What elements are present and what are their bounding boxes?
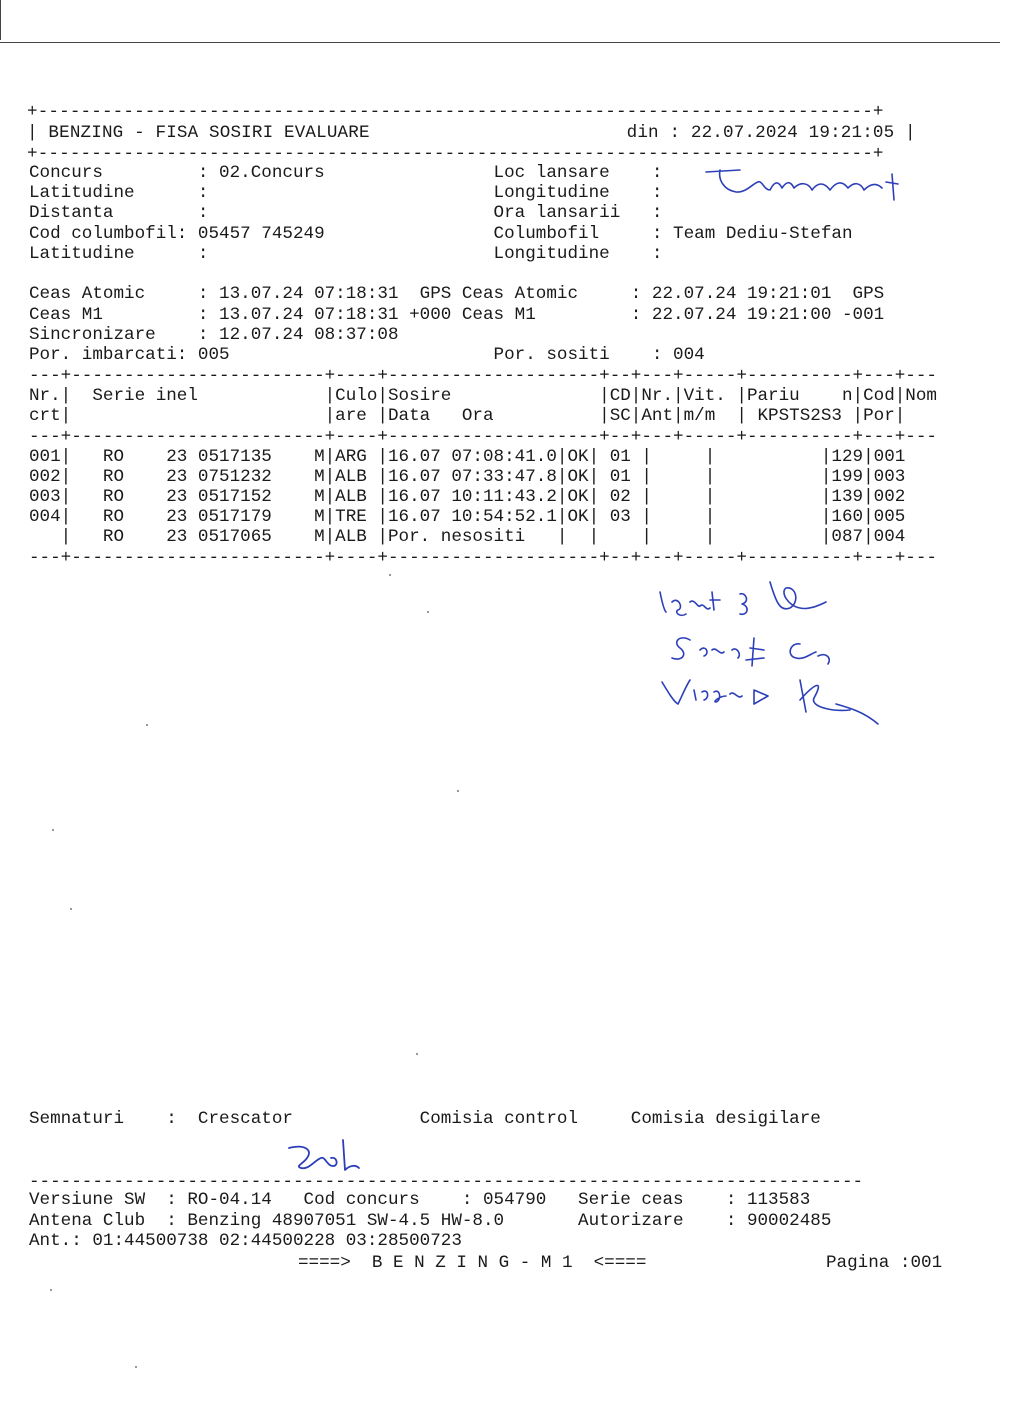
table-header-row: Nr.| Serie inel |Culo|Sosire |CD|Nr.|Vit. |Pariu n|Cod|Nom — [29, 386, 937, 406]
scan-edge-left — [0, 0, 1, 40]
header-border-bottom: +------------------------------------------------------------------------------+ — [27, 144, 884, 164]
table-rule: ---+------------------------+----+--------------------+--+---+-----+----------+---+--- — [29, 366, 937, 386]
handwritten-location-drawing — [700, 160, 910, 215]
scan-speck — [52, 829, 54, 831]
footer-antenna-codes: Ant.: 01:44500738 02:44500228 03:28500723 — [29, 1231, 462, 1251]
table-header-row: crt| |are |Data Ora |SC|Ant|m/m | KPSTS2S3 |Por| — [29, 406, 906, 426]
handwritten-commission-signatures — [650, 572, 900, 747]
table-row: 001| RO 23 0517135 M|ARG |16.07 07:08:41.0|OK| 01 | | |129|001 — [29, 447, 906, 467]
table-row: 004| RO 23 0517179 M|TRE |16.07 10:54:52.1|OK| 03 | | |160|005 — [29, 507, 906, 527]
footer-antenna-line: Antena Club : Benzing 48907051 SW-4.5 HW-8.0 Autorizare : 90002485 — [29, 1211, 832, 1231]
scan-speck — [146, 724, 148, 726]
signatures-label-line: Semnaturi : Crescator Comisia control Comisia desigilare — [29, 1109, 821, 1129]
scan-speck — [389, 574, 391, 576]
info-line-cod-columbofil: Cod columbofil: 05457 745249 Columbofil : Team Dediu-Stefan — [29, 224, 853, 244]
clock-line-atomic: Ceas Atomic : 13.07.24 07:18:31 GPS Ceas Atomic : 22.07.24 19:21:01 GPS — [29, 284, 885, 304]
scan-edge-top — [0, 42, 1000, 43]
table-row: | RO 23 0517065 M|ALB |Por. nesositi | | | | |087|004 — [29, 527, 906, 547]
info-line-latitudine-2: Latitudine : Longitudine : — [29, 244, 663, 264]
page-number: Pagina :001 — [826, 1253, 943, 1273]
footer-version-line: Versiune SW : RO-04.14 Cod concurs : 054790 Serie ceas : 113583 — [29, 1190, 811, 1210]
footer-rule: ------------------------------------------------------------------------------- — [29, 1172, 864, 1192]
scan-speck — [50, 1289, 52, 1291]
scan-speck — [135, 1366, 137, 1368]
table-rule: ---+------------------------+----+--------------------+--+---+-----+----------+---+--- — [29, 548, 937, 568]
scan-speck — [457, 790, 459, 792]
clock-line-sync: Sincronizare : 12.07.24 08:37:08 — [29, 325, 399, 345]
scan-speck — [427, 611, 429, 613]
report-header: | BENZING - FISA SOSIRI EVALUARE din : 22.07.2024 19:21:05 | — [27, 123, 916, 143]
footer-device-banner: ====> B E N Z I N G - M 1 <==== — [298, 1253, 647, 1273]
clock-line-m1: Ceas M1 : 13.07.24 07:18:31 +000 Ceas M1 : 22.07.24 19:21:00 -001 — [29, 305, 885, 325]
table-rule: ---+------------------------+----+--------------------+--+---+-----+----------+---+--- — [29, 427, 937, 447]
header-border-top: +------------------------------------------------------------------------------+ — [27, 102, 884, 122]
table-row: 003| RO 23 0517152 M|ALB |16.07 10:11:43.2|OK| 02 | | |139|002 — [29, 487, 906, 507]
scan-speck — [70, 908, 72, 910]
pigeons-summary: Por. imbarcati: 005 Por. sositi : 004 — [29, 345, 705, 365]
scan-speck — [416, 1053, 418, 1055]
info-line-latitudine: Latitudine : Longitudine : — [29, 183, 663, 203]
table-row: 002| RO 23 0751232 M|ALB |16.07 07:33:47.8|OK| 01 | | |199|003 — [29, 467, 906, 487]
info-line-distanta: Distanta : Ora lansarii : — [29, 203, 663, 223]
info-line-concurs: Concurs : 02.Concurs Loc lansare : — [29, 163, 663, 183]
